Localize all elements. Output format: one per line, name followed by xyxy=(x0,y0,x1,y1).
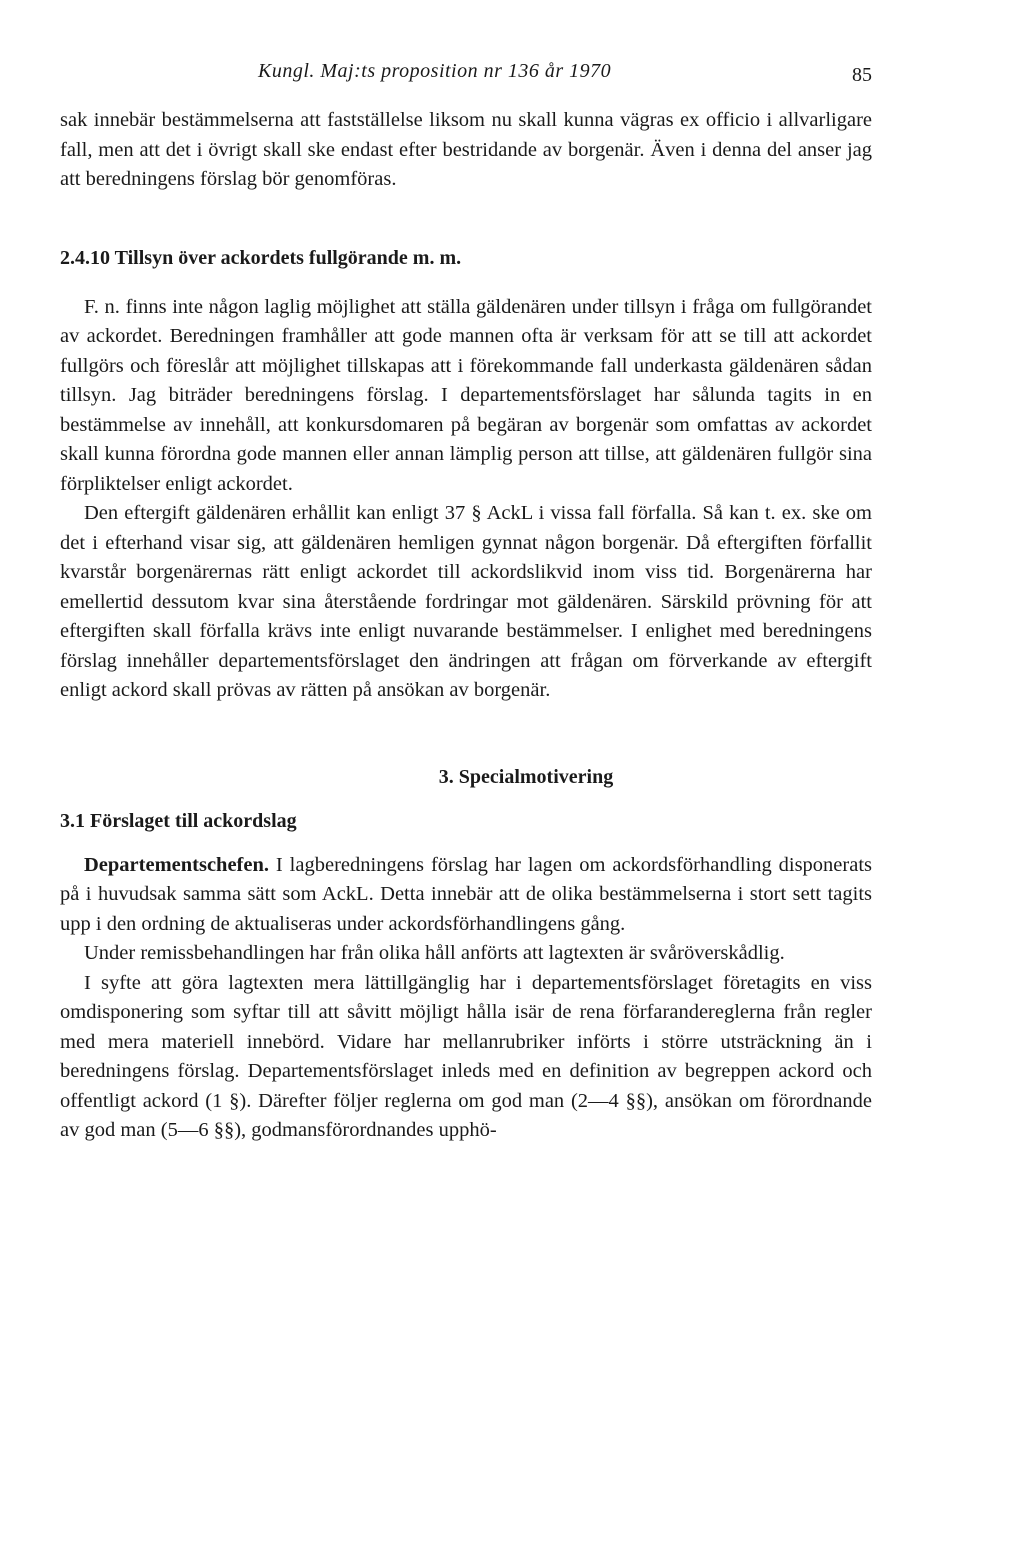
document-page xyxy=(60,50,872,1146)
page-number: 85 xyxy=(852,64,872,86)
paragraph-body: I lagberedningens förslag har lagen om ackordsförhandling disponerats på i huvudsak samma sätt som AckL. Detta innebär att de olika bestämmelserna i stort sett tagits upp i den ordning de aktualiseras under ackordsförhandlingens gång. xyxy=(60,853,872,935)
paragraph-remission: Den eftergift gäldenären erhållit kan enligt 37 § AckL i vissa fall förfalla. Så kan t. ex. ske om det i efterhand visar sig, att gäldenären hemligen gynnat någon borgenär. Då eftergiften förfallit kvarstår borgenärernas rätt enligt ackordet till ackordslikvid inom viss tid. Borgenärerna har emellertid dessutom kvar sina återstående fordringar mot gäldenären. Särskild prövning för att eftergiften skall förfalla krävs inte enligt nuvarande bestämmelser. I enlighet med beredningens förslag innehåller departementsförslaget den ändringen att frågan om förverkande av eftergift enligt ackord skall prövas av rätten på ansökan av borgenär. xyxy=(60,502,872,701)
paragraph-remiss: Under remissbehandlingen har från olika håll anförts att lagtexten är svåröverskådlig. xyxy=(84,942,785,964)
paragraph-supervision: F. n. finns inte någon laglig möjlighet att ställa gäldenären under tillsyn i fråga om fullgörandet av ackordet. Beredningen framhåller att gode mannen ofta är verksam för att se till att ackordet fullgörs och föreslår att möjlighet tillskapas att i förekommande fall underkasta gäldenären sådan tillsyn. Jag biträder beredningens förslag. I departementsförslaget har sålunda tagits in en bestämmelse av innehåll, att konkursdomaren på begäran av borgenär som omfattas av ackordet skall kunna förordna gode mannen eller annan lämplig person att tillse, att gäldenären fullgör sina förpliktelser enligt ackordet. xyxy=(60,295,872,495)
section-heading-2-4-10: 2.4.10 Tillsyn över ackordets fullgörande m. m. xyxy=(60,246,462,269)
paragraph-department-head xyxy=(60,851,872,940)
paragraph-continued: sak innebär bestämmelserna att fastställelse liksom nu skall kunna vägras ex officio i allvarligare fall, men att det i övrigt skall ske endast efter bestridande av borgenär. Även i denna del anser jag att beredningens förslag bör genomföras. xyxy=(60,109,872,190)
section-heading-3-1: 3.1 Förslaget till ackordslag xyxy=(60,809,297,832)
running-title: Kungl. Maj:ts proposition nr 136 år 1970 xyxy=(258,60,612,82)
section-heading-3: 3. Specialmotivering xyxy=(438,765,614,788)
paragraph-lead: Departementschefen. xyxy=(84,853,270,876)
page-header xyxy=(60,50,872,90)
paragraph-disposition: I syfte att göra lagtexten mera lättillgänglig har i departementsförslaget företagits en viss omdisponering som syftar till att såvitt möjligt hålla isär de rena förfarandereglerna från regler med mera materiell innebörd. Vidare har mellanrubriker införts i större utsträckning än i beredningens förslag. Departementsförslaget inleds med en definition av begreppen ackord och offentligt ackord (1 §). Därefter följer reglerna om god man (2—4 §§), ansökan om förordnande av god man (5—6 §§), godmansförordnandes upphö- xyxy=(60,971,872,1141)
